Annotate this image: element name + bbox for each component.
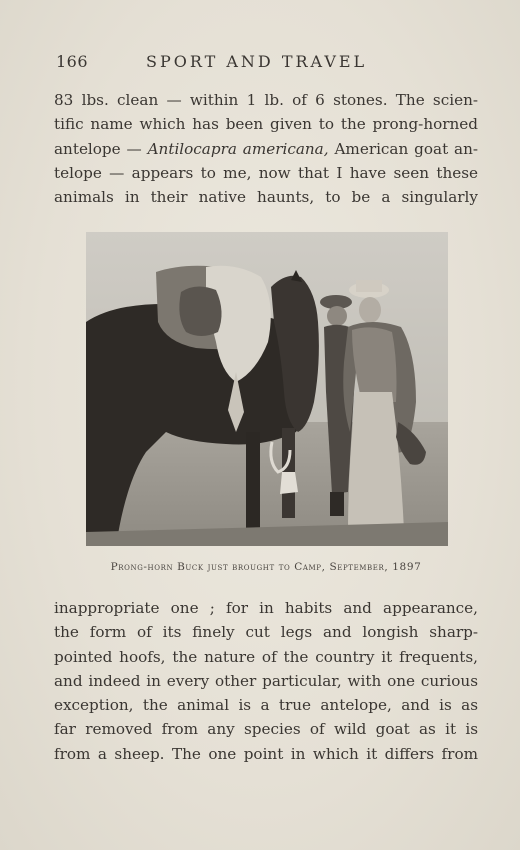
text-line: from a sheep. The one point in which it differs from <box>54 744 478 763</box>
page-number: 166 <box>56 52 89 71</box>
photograph-prong-horn-buck <box>86 232 448 546</box>
running-head: SPORT AND TRAVEL <box>146 52 368 71</box>
text-line: 83 lbs. clean — within 1 lb. of 6 stones. The scien- <box>54 91 478 109</box>
paragraph-top <box>54 88 478 209</box>
text-fragment: American goat an- <box>328 139 479 158</box>
figure-caption: Prong-horn Buck just brought to Camp, September, 1897 <box>110 561 422 573</box>
photograph-illustration <box>86 232 448 546</box>
text-line: tific name which has been given to the prong-horned <box>54 115 478 134</box>
text-line: far removed from any species of wild goat as it is <box>54 720 478 739</box>
text-line: the form of its finely cut legs and longish sharp- <box>54 623 478 642</box>
text-fragment: antelope — <box>54 139 148 158</box>
text-line-with-italic <box>54 137 478 161</box>
text-line: animals in their native haunts, to be a singularly <box>54 188 478 207</box>
text-line: inappropriate one ; for in habits and appearance, <box>54 599 478 617</box>
page-header <box>56 52 464 74</box>
text-line: and indeed in every other particular, with one curious <box>54 671 478 690</box>
text-line: pointed hoofs, the nature of the country it frequents, <box>54 647 478 666</box>
scientific-name: Antilocapra americana, <box>147 139 329 158</box>
paragraph-bottom <box>54 596 478 766</box>
text-line: exception, the animal is a true antelope, and is as <box>54 696 478 715</box>
text-line: telope — appears to me, now that I have seen these <box>54 163 478 182</box>
